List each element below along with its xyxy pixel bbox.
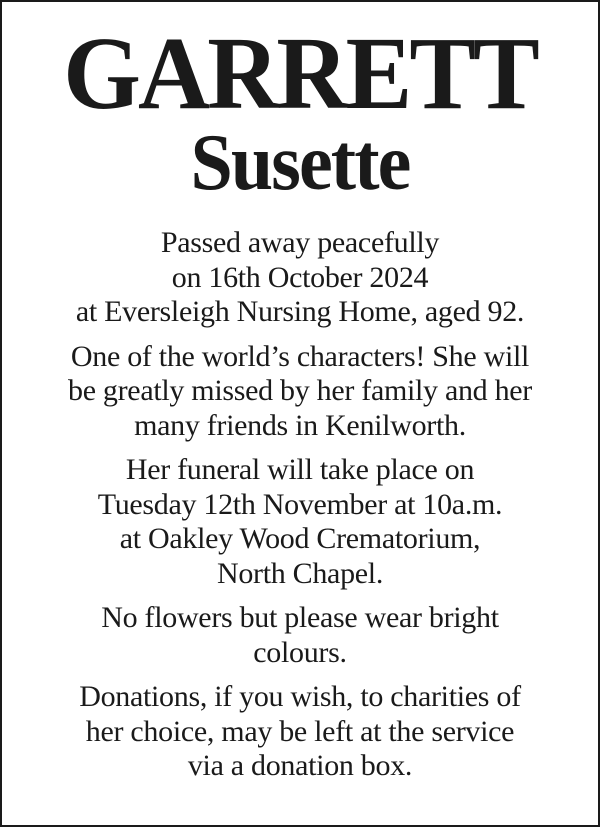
text-line: her choice, may be left at the service	[85, 714, 515, 748]
text-line: colours.	[253, 635, 347, 669]
text-line: Donations, if you wish, to charities of	[79, 680, 521, 713]
text-line: many friends in Kenilworth.	[134, 408, 466, 442]
text-line: Passed away peacefully	[160, 226, 440, 259]
surname-heading: GARRETT	[63, 16, 537, 131]
funeral-details-paragraph	[12, 453, 588, 591]
text-line: One of the world’s characters! She will	[70, 339, 530, 373]
text-line: at Oakley Wood Crematorium,	[119, 522, 481, 555]
text-line: Tuesday 12th November at 10a.m.	[97, 487, 503, 521]
notice-body	[12, 226, 588, 794]
text-line: at Eversleigh Nursing Home, aged 92.	[75, 295, 525, 328]
text-line: on 16th October 2024	[171, 260, 429, 294]
flowers-request-paragraph	[12, 601, 588, 670]
donations-paragraph	[12, 680, 588, 784]
death-announcement-paragraph	[12, 226, 588, 330]
text-line: North Chapel.	[216, 556, 384, 590]
text-line: No flowers but please wear bright	[101, 601, 499, 634]
tribute-paragraph	[12, 340, 588, 444]
text-line: Her funeral will take place on	[125, 453, 475, 486]
forename-heading: Susette	[190, 119, 410, 207]
text-line: be greatly missed by her family and her	[68, 374, 532, 407]
text-line: via a donation box.	[187, 749, 413, 782]
